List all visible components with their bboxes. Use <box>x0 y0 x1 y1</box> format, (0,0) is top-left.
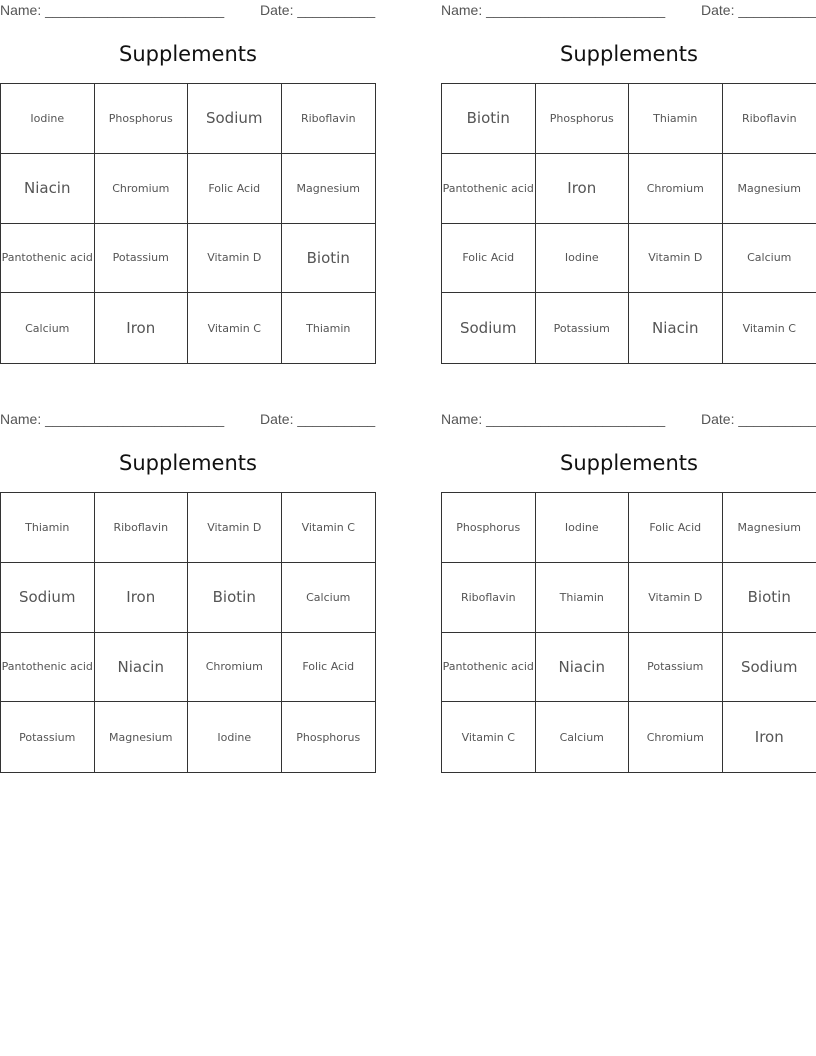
bingo-cell: Biotin <box>442 84 536 154</box>
bingo-cell: Sodium <box>188 84 282 154</box>
bingo-cell: Iron <box>95 293 189 363</box>
bingo-cell: Iodine <box>188 702 282 772</box>
name-field: Name: _______________________ <box>441 411 666 427</box>
bingo-cell: Riboflavin <box>282 84 376 154</box>
bingo-cell: Iodine <box>536 493 630 563</box>
card-header <box>441 409 816 431</box>
bingo-cell: Magnesium <box>282 154 376 224</box>
bingo-cell: Folic Acid <box>282 633 376 703</box>
bingo-cell: Iron <box>536 154 630 224</box>
bingo-cell: Phosphorus <box>296 730 361 744</box>
bingo-cell: Calcium <box>1 293 95 363</box>
bingo-card-2 <box>441 0 816 364</box>
date-field: Date: __________ <box>701 2 816 18</box>
bingo-cell: Niacin <box>536 633 630 703</box>
name-field: Name: _______________________ <box>0 2 225 18</box>
name-field: Name: _______________________ <box>0 411 225 427</box>
bingo-grid <box>441 83 816 364</box>
bingo-cell: Pantothenic acid <box>442 633 536 703</box>
card-title: Supplements <box>119 42 257 66</box>
bingo-cell: Biotin <box>282 224 376 294</box>
bingo-cell: Folic Acid <box>188 154 282 224</box>
card-title: Supplements <box>560 42 698 66</box>
date-field: Date: __________ <box>260 2 376 18</box>
bingo-cell: Niacin <box>1 154 95 224</box>
bingo-cell: Potassium <box>95 224 189 294</box>
bingo-cell: Phosphorus <box>442 493 536 563</box>
bingo-cell: Folic Acid <box>629 493 723 563</box>
bingo-cell: Thiamin <box>629 84 723 154</box>
bingo-cell: Iodine <box>536 224 630 294</box>
bingo-cell: Vitamin D <box>188 493 282 563</box>
bingo-cell: Pantothenic acid <box>1 224 95 294</box>
bingo-cell: Sodium <box>1 563 95 633</box>
bingo-cell: Calcium <box>723 224 816 294</box>
bingo-card-4 <box>441 409 816 773</box>
bingo-cell: Iron <box>95 563 189 633</box>
bingo-cell: Potassium <box>1 702 95 772</box>
bingo-cell: Sodium <box>723 633 816 703</box>
bingo-cell: Folic Acid <box>442 224 536 294</box>
bingo-cell: Magnesium <box>723 154 816 224</box>
bingo-cell: Thiamin <box>306 321 351 335</box>
card-header <box>0 0 376 22</box>
bingo-cell: Calcium <box>536 702 630 772</box>
bingo-cell: Niacin <box>629 293 723 363</box>
bingo-cell: Vitamin C <box>742 321 796 335</box>
name-field: Name: _______________________ <box>441 2 666 18</box>
bingo-cell: Vitamin C <box>282 493 376 563</box>
bingo-grid <box>0 492 376 773</box>
bingo-cell: Riboflavin <box>723 84 816 154</box>
bingo-cell: Vitamin D <box>629 563 723 633</box>
bingo-cell: Magnesium <box>723 493 816 563</box>
card-header <box>441 0 816 22</box>
bingo-cell: Phosphorus <box>95 84 189 154</box>
bingo-cell: Chromium <box>629 154 723 224</box>
date-field: Date: __________ <box>701 411 816 427</box>
bingo-cell: Pantothenic acid <box>1 633 95 703</box>
bingo-cell: Chromium <box>95 154 189 224</box>
bingo-card-3 <box>0 409 376 773</box>
bingo-grid <box>441 492 816 773</box>
bingo-cell: Thiamin <box>536 563 630 633</box>
bingo-cell: Iron <box>754 728 784 747</box>
bingo-cell: Chromium <box>629 702 723 772</box>
date-field: Date: __________ <box>260 411 376 427</box>
bingo-cell: Sodium <box>442 293 536 363</box>
bingo-cell: Biotin <box>188 563 282 633</box>
bingo-cell: Chromium <box>188 633 282 703</box>
bingo-cell: Pantothenic acid <box>442 154 536 224</box>
bingo-cell: Calcium <box>282 563 376 633</box>
bingo-cell: Magnesium <box>95 702 189 772</box>
bingo-card-1 <box>0 0 376 364</box>
bingo-cell: Riboflavin <box>95 493 189 563</box>
bingo-cell: Vitamin C <box>188 293 282 363</box>
bingo-cell: Vitamin D <box>629 224 723 294</box>
bingo-cell: Riboflavin <box>442 563 536 633</box>
bingo-cell: Vitamin D <box>188 224 282 294</box>
bingo-cell: Vitamin C <box>442 702 536 772</box>
bingo-cell: Niacin <box>95 633 189 703</box>
bingo-cell: Biotin <box>723 563 816 633</box>
card-title: Supplements <box>560 451 698 475</box>
bingo-grid <box>0 83 376 364</box>
bingo-cell: Iodine <box>1 84 95 154</box>
bingo-cell: Phosphorus <box>536 84 630 154</box>
card-header <box>0 409 376 431</box>
bingo-cell: Potassium <box>536 293 630 363</box>
card-title: Supplements <box>119 451 257 475</box>
bingo-cell: Potassium <box>629 633 723 703</box>
bingo-cell: Thiamin <box>1 493 95 563</box>
